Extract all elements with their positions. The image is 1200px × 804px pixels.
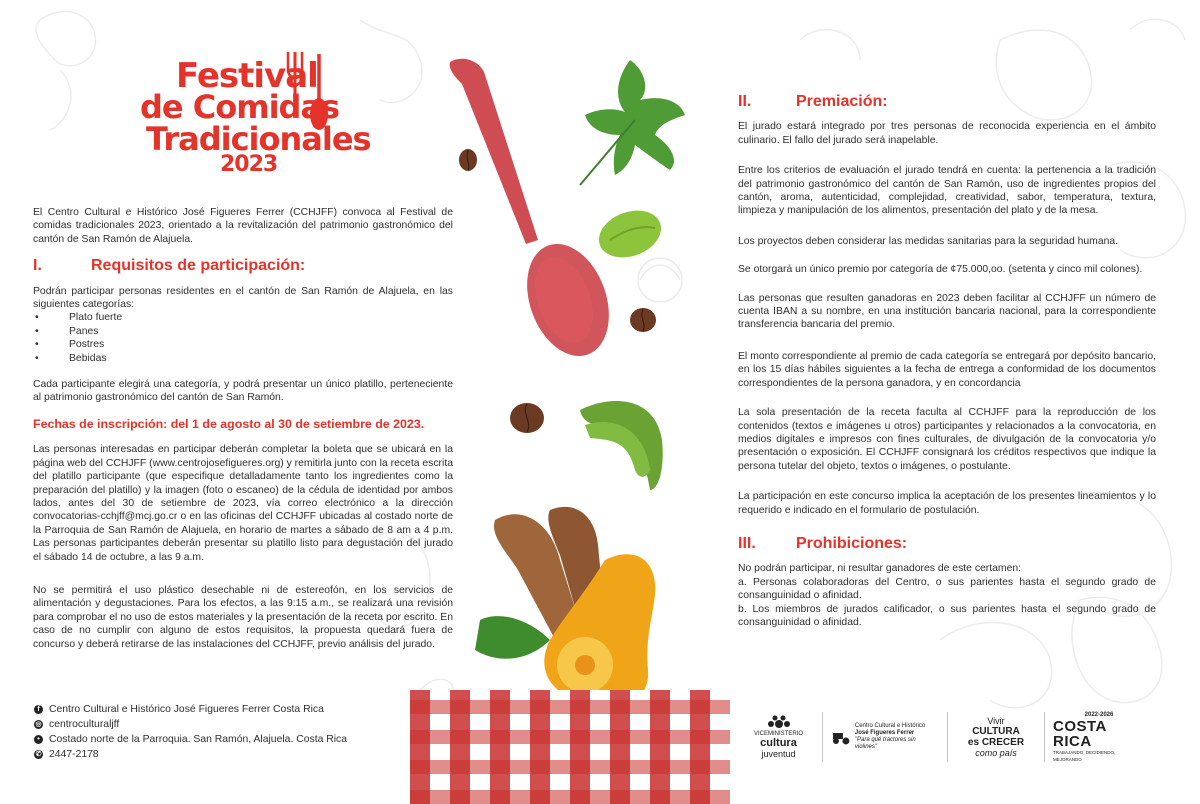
logo-costa-rica-gov: 2022-2026 COSTA RICA TRABAJANDO, DECIDIENDO, MEJORANDO (1053, 711, 1116, 762)
list-item: • Panes (35, 325, 99, 337)
section1-paragraph-3: Las personas interesadas en participar deberán completar la boleta que se ubicará en la página web del CCHJFF (www.centrojosefigueres.org) y remitirla junto con la receta escrita del platillo participante (que especifique detalladamente tanto los ingredientes como la preparación del platillo) y la imagen (foto o escaneo) de la cédula de identidad por ambos lados, antes del 30 de setiembre de 2023, vía correo electrónico a la dirección convocatorias-cchjff@mcj.go.cr o en las oficinas del CCHJFF ubicadas al costado norte de la Parroquia de San Ramón de Alajuela, en horario de martes a sábado de 8 am a 4 p.m. Las personas participantes deberán presentar su platillo listo para degustación del jurado el sábado 14 de octubre, a las 9 a.m. (33, 444, 453, 563)
section3-item-a: a. Personas colaboradoras del Centro, o sus parientes hasta el segundo grado de consanguinidad o afinidad. (738, 576, 1156, 602)
ladle-image (450, 59, 624, 368)
section3-number: III. (738, 534, 756, 552)
food-illustration (400, 0, 730, 804)
registration-dates: Fechas de inscripción: del 1 de agosto al 30 de setiembre de 2023. (33, 416, 425, 431)
contact-text: Centro Cultural e Histórico José Figueres Ferrer Costa Rica (49, 704, 324, 715)
contact-text: Costado norte de la Parroquia. San Ramón, Alajuela. Costa Rica (49, 734, 348, 745)
logo-title-line3: Tradicionales (146, 120, 371, 158)
left-column (33, 206, 453, 664)
section2-paragraph: La sola presentación de la receta faculta al CCHJFF para la reproducción de los contenidos (textos e imágenes u otros) participantes y relacionados a la convocatoria, en medios digitales e impresos con fines culturales, de divulgación de la convocatoria y/o presentación o exposición. El CCHJFF consignará los créditos respectivos que indique la persona tutelar del objeto, textos o imágenes, o postulante. (738, 407, 1156, 472)
festival-logo (140, 52, 371, 182)
location-icon: • (34, 735, 43, 744)
checkered-cloth-image (410, 690, 730, 804)
tractor-icon (831, 729, 851, 745)
leaf-image (475, 616, 550, 659)
section1-number: I. (33, 257, 42, 275)
section1-title: Requisitos de participación: (91, 257, 306, 275)
contact-list (34, 702, 347, 762)
sponsor-logos (735, 708, 1165, 766)
section2-paragraph: Entre los criterios de evaluación el jurado tendrá en cuenta: la pertenencia a la tradición del patrimonio gastronómico del cantón de San Ramón, uso de ingredientes propios del cantón, aroma, autenticidad, complejidad, creatividad, sabor, temperatura, textura, limpieza y manipulación de los alimentos, presentación del plato y de la mesa. (738, 165, 1156, 217)
section3-title: Prohibiciones: (796, 534, 908, 552)
section2-paragraph: Las personas que resulten ganadoras en 2023 deben facilitar al CCHJFF un número de cuenta IBAN a su nombre, en una institución bancaria nacional, para la correspondiente transferencia bancaria del premio. (738, 292, 1156, 331)
section1-heading (33, 257, 453, 275)
instagram-icon: ◎ (35, 721, 42, 728)
green-bananas-image (580, 401, 663, 490)
section2-paragraph: Los proyectos deben considerar las medidas sanitarias para la seguridad humana. (738, 235, 1119, 247)
section1-paragraph-1: Podrán participar personas residentes en el cantón de San Ramón de Alajuela, en las siguientes categorías: (33, 285, 453, 311)
logo-year: 2023 (220, 152, 278, 177)
logo-title-line2: de Comidas (140, 88, 340, 126)
logo-vivir-cultura: Vivir CULTURA es CRECER como país (948, 712, 1045, 762)
flower-icon (764, 715, 794, 731)
contact-instagram[interactable] (34, 717, 347, 732)
section3-intro: No podrán participar, ni resultar ganadores de este certamen: (738, 563, 1022, 575)
section2-number: II. (738, 93, 752, 110)
contact-phone[interactable] (34, 747, 347, 762)
leaf-image (580, 60, 685, 185)
contact-text: centroculturaljff (49, 719, 120, 730)
section1-paragraph-4: No se permitirá el uso plástico desechable ni de estereofón, en los servicios de alimentación y degustaciones. Para los efectos, a las 9:15 a.m., se realizará una revisión para comprobar el no uso de estos materiales y la presentación de la receta por escrito. En caso de no cumplir con alguno de estos requisitos, la propuesta quedará fuera de concurso y deberá retirarse de las instalaciones del CCHJFF, previo análisis del jurado. (33, 584, 453, 650)
section1-paragraph-2: Cada participante elegirá una categoría, y podrá presentar un único platillo, perteneciente al patrimonio gastronómico del cantón de San Ramón. (33, 379, 453, 404)
section3-item-b: b. Los miembros de jurados calificador, o sus parientes hasta el segundo grado de consanguinidad o afinidad. (738, 603, 1156, 628)
facebook-icon: f (34, 705, 43, 714)
logo-title-line1: Festival (176, 56, 318, 96)
section2-title: Premiación: (796, 93, 888, 110)
section2-paragraph: El monto correspondiente al premio de cada categoría se entregará por depósito bancario, en los 15 días hábiles siguientes a la fecha de entrega a conformidad de los documentos correspondientes de la persona ganadora, y en concordancia (738, 350, 1156, 389)
list-item: • Bebidas (35, 352, 107, 364)
contact-location (34, 732, 347, 747)
phone-icon: ✆ (35, 751, 42, 758)
category-list (33, 311, 453, 365)
intro-paragraph: El Centro Cultural e Histórico José Figueres Ferrer (CCHJFF) convoca al Festival de comidas tradicionales 2023, orientado a la revitalización del patrimonio gastronómico del cantón de San Ramón de Alajuela. (33, 207, 453, 245)
section2-paragraph: La participación en este concurso implica la aceptación de los presentes lineamientos y lo requerido e indicado en el formulario de postulación. (738, 491, 1156, 516)
logo-cchjff: Centro Cultural e Histórico José Figueres Ferrer "Para qué tractores sin violines" (823, 712, 948, 762)
right-column (738, 95, 1156, 642)
section2-paragraph: Se otorgará un único premio por categoría de ¢75.000,oo. (setenta y cinco mil colones). (738, 264, 1143, 276)
chayote-image (592, 202, 667, 265)
logo-ministry-culture: VICEMINISTERIO cultura juventud (735, 712, 823, 762)
contact-text: 2447-2178 (49, 749, 99, 760)
list-item: • Plato fuerte (35, 312, 123, 324)
list-item: • Postres (35, 339, 105, 351)
contact-facebook[interactable] (34, 702, 347, 717)
section2-heading (738, 95, 1156, 108)
section3-heading (738, 534, 1156, 552)
section2-paragraph: El jurado estará integrado por tres personas de reconocida experiencia en el ámbito culinario. El fallo del jurado será inapelable. (738, 121, 1156, 146)
